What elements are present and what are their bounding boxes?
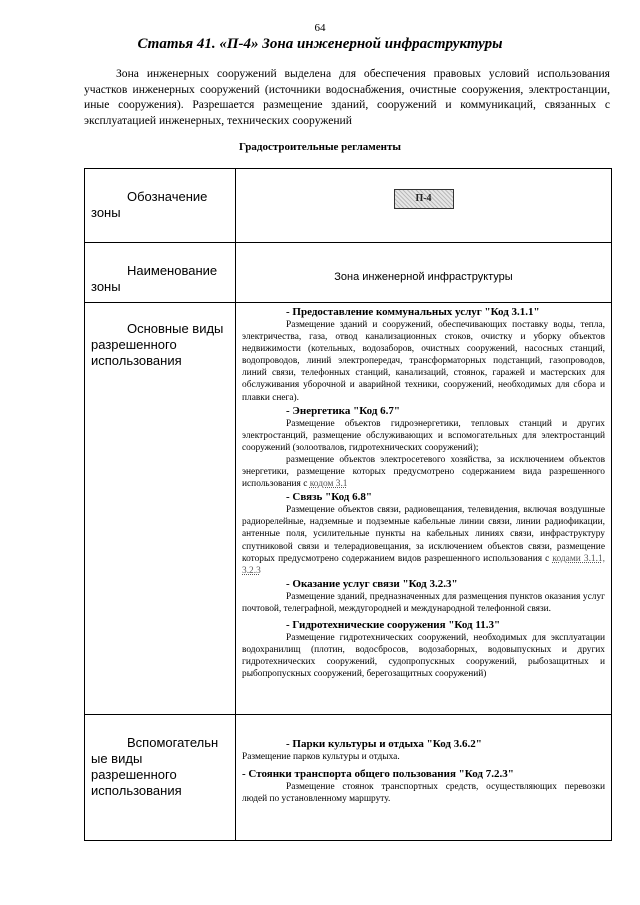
use-heading-3-1-1: - Предоставление коммунальных услуг "Код 3.1.1" (286, 306, 540, 318)
aux-label-line: использования (91, 783, 182, 798)
aux-heading-7-2-3: - Стоянки транспорта общего пользования "Код 7.2.3" (242, 768, 514, 781)
table-row-main-uses (85, 303, 612, 715)
use-heading-3-2-3: - Оказание услуг связи "Код 3.2.3" (286, 577, 458, 590)
main-uses-label (85, 303, 236, 715)
regulations-table (84, 168, 612, 841)
name-label (85, 243, 236, 303)
article-title: Статья 41. «П-4» Зона инженерной инфраструктуры (137, 36, 503, 52)
use-text: Размещение гидротехнических сооружений, необходимых для эксплуатации водохранилищ (плотин, водосбросов, водозаборных, водовыпускных и других гидротехнических сооружений, судопропускных сооружений, рыбозащитных и рыбопропускных сооружений, берегозащитных сооружений) (242, 632, 605, 680)
table-row-aux-uses (85, 715, 612, 841)
aux-heading-3-6-2: - Парки культуры и отдыха "Код 3.6.2" (286, 738, 482, 750)
aux-uses-label (85, 715, 236, 841)
main-uses-cell (236, 303, 612, 715)
aux-label-line: разрешенного (91, 767, 177, 782)
code-link[interactable]: кодами 3.1.1, 3.2.3 (242, 553, 605, 576)
name-label-text: Наименование зоны (91, 263, 218, 294)
page-number: 64 (314, 22, 326, 34)
aux-uses-cell (236, 715, 612, 841)
use-text: Размещение объектов гидроэнергетики, тепловых станций и других электростанций, размещение обслуживающих и вспомогательных для электростанций сооружений (золоотвалов, гидротехнических сооружений); (242, 418, 605, 453)
use-heading-11-3: - Гидротехнические сооружения "Код 11.3" (286, 618, 501, 631)
designation-value (236, 169, 612, 243)
table-row-designation (85, 169, 612, 243)
use-text (242, 504, 605, 577)
main-uses-label-text: Основные виды разрешенного использования (91, 321, 224, 368)
use-text (242, 454, 605, 490)
use-text: Размещение зданий и сооружений, обеспечивающих поставку воды, тепла, электричества, газа, отвод канализационных стоков, очистку и уборку объектов недвижимости (котельных, водозаборов, очистных сооружений, насосных станций, водопроводов, линий электропередач, трансформаторных подстанций, газопроводов, линий связи, телефонных станций, канализаций, стоянок, гаражей и мастерских для обслуживания уборочной и аварийной техники, сооружений, необходимых для сбора и плавки снега). (242, 320, 605, 403)
use-text: Размещение зданий, предназначенных для размещения пунктов оказания услуг почтовой, телеграфной, междугородней и международной телефонной связи. (242, 591, 605, 614)
use-heading-6-7: - Энергетика "Код 6.7" (286, 404, 400, 417)
name-value-cell (236, 243, 612, 303)
table-row-name (85, 243, 612, 303)
use-text-part: Размещение объектов связи, радиовещания, телевидения, включая воздушные радиорелейные, надземные и подземные кабельные линии связи, линии радиофикации, антенные поля, усилительные пункты на кабельных линиях связи, инфраструктуру спутниковой связи и телерадиовещания, за исключением объектов связи, размещение которых предусмотрено содержанием видов разрешенного использования с (242, 505, 605, 564)
zone-badge: П-4 (394, 189, 454, 209)
aux-text: Размещение парков культуры и отдыха. (242, 752, 400, 762)
aux-text: Размещение стоянок транспортных средств, осуществляющих перевозки людей по установленному маршруту. (242, 782, 605, 805)
zone-name: Зона инженерной инфраструктуры (334, 271, 513, 283)
aux-label-line: ые виды (91, 751, 143, 766)
aux-label-line: Вспомогательн (127, 735, 219, 750)
regulations-title: Градостроительные регламенты (238, 141, 401, 153)
intro-paragraph: Зона инженерных сооружений выделена для обеспечения правовых условий использования участков инженерных сооружений (источники водоснабжения, очистные сооружения, электростанции, иные сооружения). Разрешается размещение зданий, сооружений и коммуникаций, связанных с эксплуатацией инженерных, технических сооружений (84, 67, 610, 127)
designation-label-text: Обозначение зоны (91, 189, 208, 220)
use-heading-6-8: - Связь "Код 6.8" (286, 491, 372, 504)
use-text-part: размещение объектов электросетевого хозяйства, за исключением объектов энергетики, размещение которых предусмотрено содержанием вида разрешенного использования с (242, 454, 605, 490)
designation-label (85, 169, 236, 243)
code-link[interactable]: кодом 3.1 (309, 479, 348, 490)
